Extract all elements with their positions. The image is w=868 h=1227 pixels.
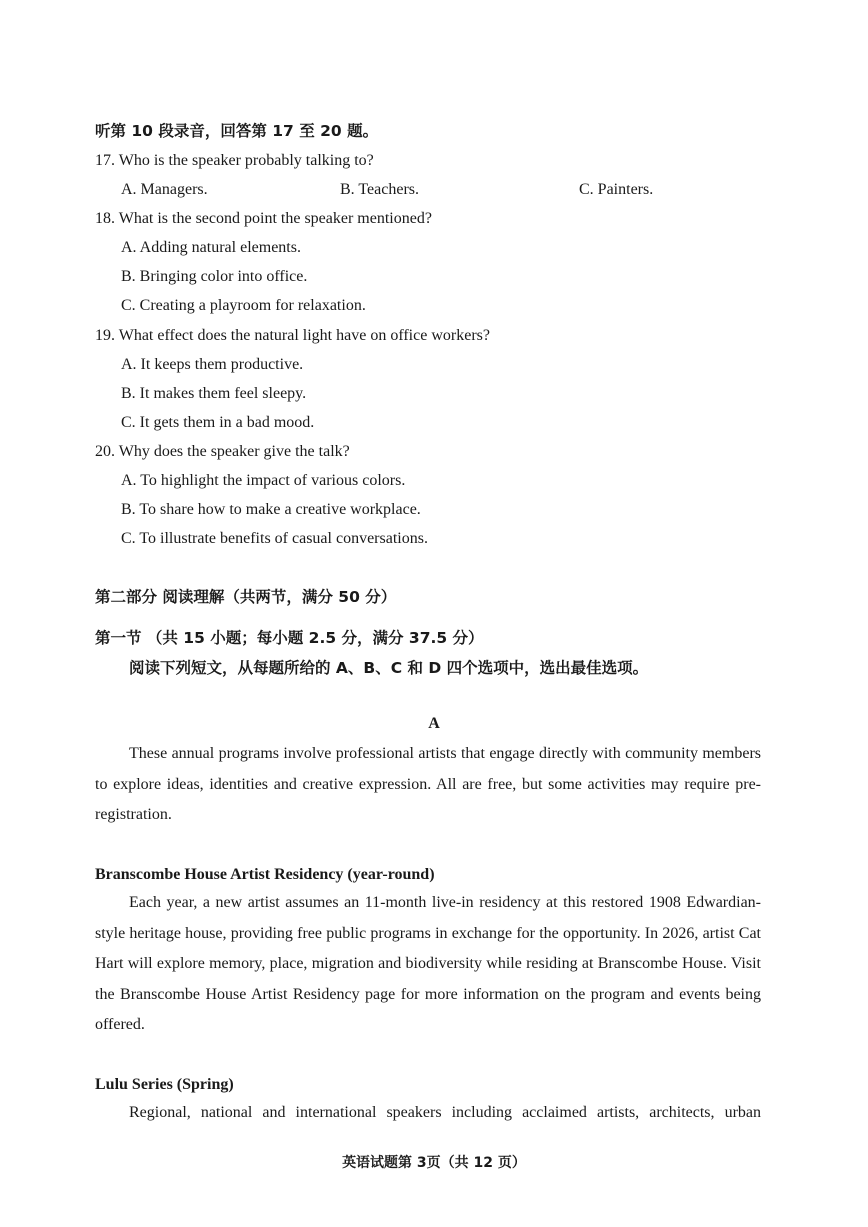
- question-18: 18. What is the second point the speaker mentioned?: [95, 210, 432, 227]
- section-title-lulu: Lulu Series (Spring): [95, 1076, 234, 1093]
- question-20-option-b: B. To share how to make a creative workplace.: [121, 501, 421, 518]
- section-body-branscombe: Each year, a new artist assumes an 11-month live-in residency at this restored 1908 Edwardian-style heritage house, providing free public programs in exchange for the opportunity. In 2026, artist Cat Hart will explore memory, place, migration and biodiversity while residing at Branscombe House. Visit the Branscombe House Artist Residency page for more information on the program and events being offered.: [95, 894, 761, 1033]
- question-17-option-b: B. Teachers.: [340, 181, 419, 198]
- page-footer: 英语试题第 3页（共 12 页）: [342, 1155, 526, 1171]
- question-19: 19. What effect does the natural light have on office workers?: [95, 327, 490, 344]
- question-20: 20. Why does the speaker give the talk?: [95, 443, 350, 460]
- section-title-branscombe: Branscombe House Artist Residency (year-round): [95, 866, 435, 883]
- question-18-option-a: A. Adding natural elements.: [121, 239, 301, 256]
- question-18-option-b: B. Bringing color into office.: [121, 268, 308, 285]
- question-17: 17. Who is the speaker probably talking to?: [95, 152, 374, 169]
- passage-label: A: [428, 715, 440, 732]
- question-19-option-a: A. It keeps them productive.: [121, 356, 304, 373]
- passage-intro: These annual programs involve professional artists that engage directly with community members to explore ideas, identities and creative expression. All are free, but some activities may require pre-registration.: [95, 745, 761, 823]
- question-19-option-c: C. It gets them in a bad mood.: [121, 414, 315, 431]
- question-19-option-b: B. It makes them feel sleepy.: [121, 385, 307, 402]
- listening-instruction: 听第 10 段录音，回答第 17 至 20 题。: [95, 122, 379, 140]
- question-20-option-a: A. To highlight the impact of various colors.: [121, 472, 406, 489]
- question-17-option-c: C. Painters.: [579, 181, 654, 198]
- reading-part-title: 第二部分 阅读理解（共两节，满分 50 分）: [95, 588, 397, 606]
- question-20-option-c: C. To illustrate benefits of casual conversations.: [121, 530, 428, 547]
- reading-instruction: 阅读下列短文，从每题所给的 A、B、C 和 D 四个选项中，选出最佳选项。: [129, 659, 649, 677]
- question-17-option-a: A. Managers.: [121, 181, 208, 198]
- reading-section-title: 第一节 （共 15 小题；每小题 2.5 分，满分 37.5 分）: [95, 629, 484, 647]
- section-body-lulu: Regional, national and international speakers including acclaimed artists, architects, urban: [129, 1104, 761, 1121]
- question-18-option-c: C. Creating a playroom for relaxation.: [121, 297, 366, 314]
